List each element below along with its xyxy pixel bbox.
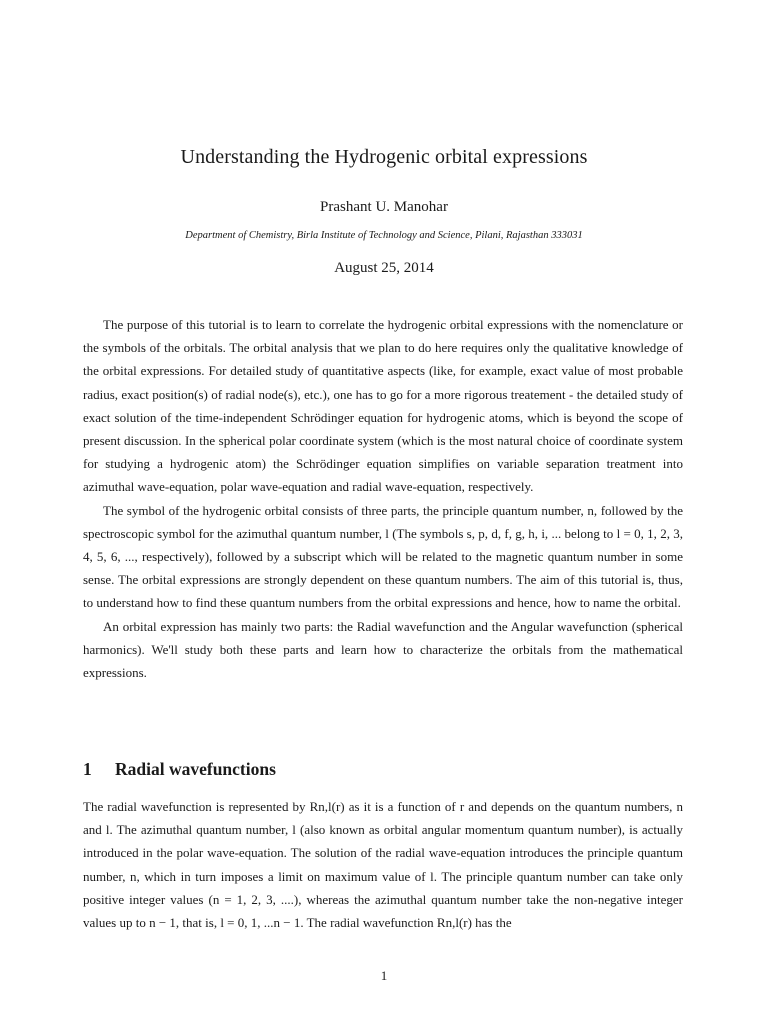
page-number: 1 [380, 968, 388, 983]
section-heading [83, 759, 276, 780]
author-name: Prashant U. Manohar [320, 199, 448, 215]
introduction [83, 313, 683, 684]
intro-paragraph-3: An orbital expression has mainly two parts: the Radial wavefunction and the Angular wavefunction (spherical harmonics). We'll study both these parts and learn how to characterize the orbitals from the mathematical expressions. [83, 618, 683, 681]
section-title: Radial wavefunctions [115, 759, 276, 779]
section-number: 1 [83, 759, 92, 779]
intro-paragraph-2: The symbol of the hydrogenic orbital consists of three parts, the principle quantum number, n, followed by the spectroscopic symbol for the azimuthal quantum number, l (The symbols s, p, d, f, g, h, i, ... belong to l = 0, 1, 2, 3, 4, 5, 6, ..., respectively), followed by a subscript which will be related to the magnetic quantum number in some sense. The orbital expressions are strongly dependent on these quantum numbers. The aim of this tutorial is, thus, to understand how to find these quantum numbers from the orbital expressions and hence, how to name the orbital. [83, 502, 683, 611]
publication-date: August 25, 2014 [334, 260, 434, 276]
section-1-paragraph-1: The radial wavefunction is represented by Rn,l(r) as it is a function of r and depends on the quantum numbers, n and l. The azimuthal quantum number, l (also known as orbital angular momentum quantum number), is actually introduced in the polar wave-equation. The solution of the radial wave-equation introduces the principle quantum number, n, which in turn imposes a limit on maximum value of l. The principle quantum number can take only positive integer values (n = 1, 2, 3, ....), whereas the azimuthal quantum number take the non-negative integer values up to n − 1, that is, l = 0, 1, ...n − 1. The radial wavefunction Rn,l(r) has the [83, 799, 683, 931]
section-1-body [83, 795, 683, 934]
intro-paragraph-1: The purpose of this tutorial is to learn to correlate the hydrogenic orbital expressions with the nomenclature or the symbols of the orbitals. The orbital analysis that we plan to do here requires only the qualitative knowledge of the orbital expressions. For detailed study of quantitative aspects (like, for example, exact value of most probable radius, exact position(s) of radial node(s), etc.), one has to go for a more rigorous treatement - the detailed study of exact solution of the time-independent Schrödinger equation for hydrogenic atoms, which is beyond the scope of present discussion. In the spherical polar coordinate system (which is the most natural choice of coordinate system for studying a hydrogenic atom) the Schrödinger equation simplifies on variable separation treatment into azimuthal wave-equation, polar wave-equation and radial wave-equation, respectively. [83, 317, 683, 495]
author-affiliation: Department of Chemistry, Birla Institute of Technology and Science, Pilani, Rajasthan 333031 [185, 230, 583, 241]
paper-title: Understanding the Hydrogenic orbital expressions [180, 146, 588, 168]
